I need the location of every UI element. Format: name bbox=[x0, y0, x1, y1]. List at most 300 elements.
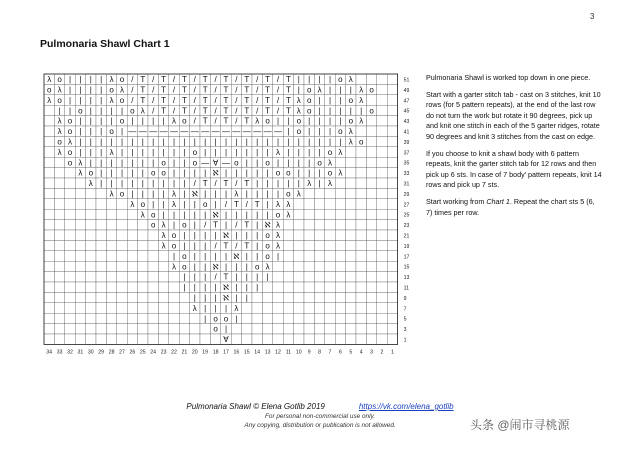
column-number: 5 bbox=[349, 349, 353, 356]
chart-cell bbox=[44, 324, 54, 334]
chart-cell bbox=[325, 334, 335, 344]
column-number: 16 bbox=[233, 349, 240, 356]
stitch-symbol: | bbox=[256, 210, 259, 220]
row-number: 31 bbox=[403, 181, 410, 188]
stitch-symbol: ℵ bbox=[223, 231, 229, 241]
chart-cell bbox=[335, 251, 345, 261]
stitch-symbol: — bbox=[138, 127, 147, 137]
stitch-symbol: o bbox=[306, 85, 312, 95]
chart-cell bbox=[325, 251, 335, 261]
stitch-symbol: | bbox=[172, 220, 176, 230]
chart-cell bbox=[283, 220, 293, 230]
stitch-symbol: o bbox=[171, 231, 177, 241]
chart-cell bbox=[138, 261, 148, 271]
chart-cell bbox=[335, 303, 345, 313]
stitch-symbol: / bbox=[214, 116, 217, 126]
stitch-symbol: | bbox=[141, 116, 144, 126]
stitch-symbol: | bbox=[110, 158, 113, 168]
stitch-symbol: | bbox=[162, 147, 165, 157]
stitch-symbol: | bbox=[204, 314, 207, 324]
stitch-symbol: | bbox=[110, 179, 113, 189]
stitch-symbol: / bbox=[131, 95, 134, 105]
chart-cell bbox=[377, 168, 387, 178]
chart-cell bbox=[387, 147, 397, 157]
chart-cell bbox=[366, 282, 376, 292]
stitch-symbol: T bbox=[265, 106, 271, 116]
chart-cell bbox=[356, 220, 366, 230]
stitch-symbol: λ bbox=[47, 75, 52, 85]
stitch-symbol: o bbox=[150, 210, 156, 220]
stitch-symbol: | bbox=[131, 158, 134, 168]
stitch-symbol: | bbox=[297, 158, 300, 168]
chart-cell bbox=[325, 292, 335, 302]
stitch-symbol: o bbox=[78, 106, 83, 116]
stitch-symbol: | bbox=[276, 116, 280, 126]
chart-cell bbox=[387, 313, 397, 323]
stitch-symbol: — bbox=[242, 127, 251, 137]
chart-cell bbox=[65, 272, 75, 282]
stitch-symbol: o bbox=[119, 189, 125, 199]
chart-cell bbox=[387, 324, 397, 334]
chart-cell bbox=[117, 230, 127, 240]
chart-cell bbox=[294, 313, 304, 323]
chart-cell bbox=[325, 209, 335, 219]
stitch-symbol: o bbox=[254, 262, 260, 272]
stitch-symbol: T bbox=[161, 75, 167, 85]
stitch-symbol: | bbox=[100, 147, 103, 157]
chart-cell bbox=[65, 220, 75, 230]
chart-cell bbox=[366, 157, 376, 167]
stitch-symbol: | bbox=[276, 158, 280, 168]
stitch-symbol: λ bbox=[328, 158, 332, 168]
chart-cell bbox=[387, 126, 397, 136]
chart-cell bbox=[377, 292, 387, 302]
stitch-symbol: / bbox=[245, 199, 248, 209]
instructions-paragraph-2: Start with a garter stitch tab - cast on 3 stitches, knit 10 rows (for 5 pattern repeats), at the end of the last row do not turn the work but rotate it 90 degrees, pick up and knit one stitch in each of the 5 garter ridges, rotate 90 degrees and knit 3 stitches from the cast on edge. bbox=[426, 89, 601, 141]
stitch-symbol: λ bbox=[286, 210, 291, 220]
chart-cell bbox=[65, 303, 75, 313]
stitch-symbol: — bbox=[222, 158, 230, 168]
stitch-symbol: / bbox=[276, 75, 280, 85]
chart-cell bbox=[86, 209, 96, 219]
chart-cell bbox=[54, 303, 64, 313]
stitch-symbol: o bbox=[130, 106, 135, 116]
chart-cell bbox=[106, 230, 116, 240]
stitch-symbol: | bbox=[100, 179, 103, 189]
stitch-symbol: | bbox=[183, 283, 186, 293]
chart-cell bbox=[44, 292, 54, 302]
chart-cell bbox=[86, 334, 96, 344]
chart-cell bbox=[377, 272, 387, 282]
stitch-symbol: λ bbox=[109, 95, 114, 105]
stitch-symbol: | bbox=[328, 106, 332, 116]
stitch-symbol: | bbox=[193, 241, 196, 251]
chart-cell bbox=[54, 240, 64, 250]
chart-cell bbox=[356, 334, 366, 344]
instructions-paragraph-4 bbox=[426, 197, 602, 218]
stitch-symbol: o bbox=[161, 158, 166, 168]
stitch-symbol: | bbox=[89, 75, 92, 85]
chart-cell bbox=[335, 178, 345, 188]
stitch-symbol: | bbox=[120, 106, 124, 116]
chart-cell bbox=[127, 251, 137, 261]
chart-cell bbox=[148, 324, 158, 334]
column-number: 31 bbox=[77, 349, 84, 356]
chart-cell bbox=[262, 334, 272, 344]
chart-cell bbox=[106, 282, 116, 292]
chart-cell bbox=[96, 272, 106, 282]
chart-cell bbox=[138, 240, 148, 250]
chart-cell bbox=[387, 240, 397, 250]
chart-cell bbox=[387, 74, 397, 84]
chart-cell bbox=[96, 209, 106, 219]
chart-cell bbox=[127, 334, 137, 344]
column-number: 10 bbox=[295, 349, 302, 356]
stitch-symbol: λ bbox=[161, 241, 166, 251]
stitch-symbol: | bbox=[214, 199, 217, 209]
chart-cell bbox=[377, 126, 387, 136]
footer-link[interactable]: https://vk.com/elena_gotlib bbox=[358, 402, 454, 411]
chart-cell bbox=[377, 178, 387, 188]
chart-cell bbox=[127, 240, 137, 250]
chart-cell bbox=[335, 282, 345, 292]
column-number: 1 bbox=[390, 349, 394, 356]
stitch-symbol: | bbox=[276, 137, 280, 147]
stitch-symbol: | bbox=[224, 262, 228, 272]
stitch-symbol: | bbox=[328, 95, 332, 105]
stitch-symbol: | bbox=[152, 116, 155, 126]
stitch-symbol: o bbox=[150, 168, 156, 178]
stitch-symbol: | bbox=[318, 106, 321, 116]
stitch-symbol: | bbox=[308, 127, 311, 137]
stitch-symbol: | bbox=[287, 116, 290, 126]
stitch-symbol: T bbox=[223, 75, 229, 85]
column-number: 6 bbox=[338, 349, 342, 356]
stitch-symbol: | bbox=[266, 147, 269, 157]
chart-cell bbox=[158, 334, 168, 344]
chart-cell bbox=[65, 188, 75, 198]
stitch-symbol: / bbox=[152, 85, 155, 95]
chart-cell bbox=[273, 272, 283, 282]
stitch-symbol: | bbox=[245, 158, 248, 168]
chart-cell bbox=[377, 95, 387, 105]
column-number: 25 bbox=[139, 349, 146, 356]
row-number: 21 bbox=[403, 233, 410, 240]
chart-cell bbox=[44, 168, 54, 178]
stitch-symbol: | bbox=[214, 283, 217, 293]
stitch-symbol: ℵ bbox=[212, 168, 219, 178]
chart-cell bbox=[158, 292, 168, 302]
chart-cell bbox=[127, 230, 137, 240]
stitch-symbol: T bbox=[285, 95, 291, 105]
stitch-symbol: | bbox=[224, 251, 228, 261]
footer-usage-note: For personal non-commercial use only. bbox=[265, 413, 375, 420]
chart-cell bbox=[54, 272, 64, 282]
chart-cell bbox=[325, 303, 335, 313]
chart-cell bbox=[387, 95, 397, 105]
stitch-symbol: λ bbox=[276, 241, 280, 251]
stitch-symbol: | bbox=[266, 272, 269, 282]
chart-cell bbox=[387, 116, 397, 126]
chart-cell bbox=[366, 230, 376, 240]
chart-cell bbox=[117, 313, 127, 323]
chart-cell bbox=[335, 188, 345, 198]
chart-cell bbox=[231, 324, 241, 334]
chart-cell bbox=[262, 292, 272, 302]
stitch-symbol: | bbox=[79, 75, 82, 85]
stitch-symbol: | bbox=[110, 168, 113, 178]
instructions-panel bbox=[426, 73, 602, 224]
chart-cell bbox=[273, 282, 283, 292]
chart-cell bbox=[314, 188, 324, 198]
stitch-symbol: | bbox=[120, 137, 124, 147]
stitch-symbol: | bbox=[152, 147, 155, 157]
instructions-paragraph-1: Pulmonaria Shawl is worked top down in one piece. bbox=[426, 73, 591, 82]
stitch-symbol: T bbox=[202, 179, 208, 189]
stitch-symbol: o bbox=[57, 137, 62, 147]
chart-cell bbox=[356, 230, 366, 240]
chart-cell bbox=[252, 334, 262, 344]
stitch-symbol: o bbox=[306, 95, 312, 105]
stitch-symbol: | bbox=[318, 75, 321, 85]
stitch-symbol: T bbox=[140, 75, 146, 85]
stitch-symbol: | bbox=[131, 137, 134, 147]
chart-cell bbox=[314, 324, 324, 334]
chart-cell bbox=[54, 324, 64, 334]
stitch-symbol: | bbox=[204, 293, 207, 303]
stitch-symbol: | bbox=[287, 158, 290, 168]
stitch-symbol: | bbox=[162, 189, 165, 199]
row-number: 49 bbox=[403, 87, 410, 94]
chart-cell bbox=[96, 334, 106, 344]
stitch-symbol: λ bbox=[307, 179, 312, 189]
chart-cell bbox=[75, 178, 85, 188]
chart-cell bbox=[304, 220, 314, 230]
stitch-symbol: | bbox=[297, 137, 300, 147]
chart-cell bbox=[44, 147, 54, 157]
stitch-symbol: | bbox=[120, 158, 124, 168]
stitch-symbol: | bbox=[214, 137, 217, 147]
chart-cell bbox=[138, 282, 148, 292]
instructions-paragraph-3: If you choose to knit a shawl body with 6 pattern repeats, knit the garter stitch tab for 12 rows and then pick up 6 sts. In case of 7 body' pattern repeats, knit 14 rows and pick up 7 sts. bbox=[426, 148, 602, 190]
row-number: 9 bbox=[403, 295, 407, 302]
row-number: 45 bbox=[403, 108, 410, 115]
stitch-symbol: / bbox=[172, 95, 176, 105]
stitch-symbol: λ bbox=[109, 189, 114, 199]
chart-cell bbox=[387, 157, 397, 167]
chart-cell bbox=[366, 126, 376, 136]
chart-cell bbox=[65, 199, 75, 209]
row-number: 29 bbox=[403, 191, 410, 198]
stitch-symbol: | bbox=[183, 231, 186, 241]
chart-cell bbox=[54, 168, 64, 178]
chart-cell bbox=[75, 230, 85, 240]
chart-cell bbox=[148, 303, 158, 313]
stitch-symbol: λ bbox=[348, 127, 353, 137]
chart-cell bbox=[346, 220, 356, 230]
stitch-symbol: ℵ bbox=[264, 220, 271, 230]
chart-cell bbox=[346, 157, 356, 167]
chart-cell bbox=[346, 178, 356, 188]
chart-cell bbox=[169, 272, 179, 282]
stitch-symbol: | bbox=[297, 179, 300, 189]
chart-cell bbox=[65, 230, 75, 240]
stitch-symbol: λ bbox=[47, 95, 52, 105]
row-number: 5 bbox=[403, 316, 407, 323]
stitch-symbol: λ bbox=[120, 85, 124, 95]
stitch-symbol: T bbox=[202, 75, 208, 85]
chart-cell bbox=[54, 220, 64, 230]
stitch-symbol: | bbox=[204, 189, 207, 199]
stitch-symbol: λ bbox=[172, 199, 176, 209]
stitch-symbol: | bbox=[318, 179, 321, 189]
chart-cell bbox=[366, 324, 376, 334]
stitch-symbol: T bbox=[244, 106, 250, 116]
stitch-symbol: T bbox=[244, 179, 250, 189]
chart-cell bbox=[75, 251, 85, 261]
chart-cell bbox=[242, 313, 252, 323]
stitch-symbol: | bbox=[183, 241, 186, 251]
chart-cell bbox=[335, 157, 345, 167]
chart-cell bbox=[75, 303, 85, 313]
row-number: 51 bbox=[403, 77, 410, 84]
chart-cell bbox=[75, 282, 85, 292]
stitch-symbol: | bbox=[152, 137, 155, 147]
chart-cell bbox=[65, 168, 75, 178]
chart-grid-svg bbox=[38, 70, 418, 360]
chart-cell bbox=[377, 324, 387, 334]
chart-cell bbox=[325, 324, 335, 334]
chart-cell bbox=[169, 282, 179, 292]
stitch-symbol: / bbox=[235, 179, 238, 189]
chart-cell bbox=[138, 334, 148, 344]
chart-cell bbox=[294, 251, 304, 261]
stitch-symbol: | bbox=[308, 168, 311, 178]
stitch-symbol: | bbox=[318, 127, 321, 137]
chart-cell bbox=[273, 334, 283, 344]
stitch-symbol: / bbox=[152, 75, 155, 85]
stitch-symbol: | bbox=[224, 220, 228, 230]
stitch-symbol: λ bbox=[255, 116, 260, 126]
stitch-symbol: o bbox=[67, 158, 73, 168]
chart-cell bbox=[117, 292, 127, 302]
chart-cell bbox=[387, 251, 397, 261]
stitch-symbol: | bbox=[245, 272, 248, 282]
stitch-symbol: | bbox=[172, 137, 176, 147]
chart-cell bbox=[210, 334, 220, 344]
stitch-symbol: o bbox=[182, 116, 187, 126]
stitch-symbol: ∀ bbox=[223, 335, 229, 345]
stitch-symbol: | bbox=[79, 127, 82, 137]
stitch-symbol: o bbox=[192, 158, 198, 168]
chart-cell bbox=[86, 303, 96, 313]
chart-cell bbox=[117, 303, 127, 313]
stitch-symbol: T bbox=[244, 116, 250, 126]
chart-cell bbox=[158, 324, 168, 334]
chart-cell bbox=[294, 292, 304, 302]
stitch-symbol: λ bbox=[359, 116, 364, 126]
chart-cell bbox=[86, 261, 96, 271]
stitch-symbol: T bbox=[244, 95, 250, 105]
stitch-symbol: T bbox=[244, 85, 250, 95]
chart-cell bbox=[44, 188, 54, 198]
chart-cell bbox=[346, 261, 356, 271]
stitch-symbol: o bbox=[67, 147, 73, 157]
chart-cell bbox=[377, 282, 387, 292]
chart-cell bbox=[325, 230, 335, 240]
stitch-symbol: T bbox=[223, 106, 229, 116]
instructions-p4-after: . Repeat the chart sts 5 (6, 7) times per row. bbox=[426, 196, 595, 217]
stitch-symbol: | bbox=[297, 75, 300, 85]
chart-cell bbox=[304, 199, 314, 209]
chart-cell bbox=[377, 84, 387, 94]
chart-cell bbox=[335, 209, 345, 219]
stitch-symbol: λ bbox=[109, 75, 114, 85]
stitch-symbol: | bbox=[204, 147, 207, 157]
stitch-symbol: T bbox=[265, 85, 271, 95]
chart-cell bbox=[127, 272, 137, 282]
chart-cell bbox=[346, 292, 356, 302]
stitch-symbol: | bbox=[308, 158, 311, 168]
stitch-symbol: | bbox=[204, 241, 207, 251]
chart-cell bbox=[54, 282, 64, 292]
chart-cell bbox=[387, 188, 397, 198]
chart-cell bbox=[106, 292, 116, 302]
stitch-symbol: T bbox=[202, 95, 208, 105]
stitch-symbol: | bbox=[276, 189, 280, 199]
chart-cell bbox=[273, 324, 283, 334]
chart-cell bbox=[117, 199, 127, 209]
stitch-symbol: λ bbox=[57, 85, 62, 95]
chart-cell bbox=[325, 261, 335, 271]
stitch-symbol: λ bbox=[234, 189, 239, 199]
chart-cell bbox=[138, 251, 148, 261]
chart-cell bbox=[335, 220, 345, 230]
chart-cell bbox=[54, 261, 64, 271]
chart-cell bbox=[44, 261, 54, 271]
chart-cell bbox=[169, 303, 179, 313]
stitch-symbol: | bbox=[297, 168, 300, 178]
chart-cell bbox=[148, 282, 158, 292]
chart-cell bbox=[200, 334, 210, 344]
stitch-symbol: o bbox=[182, 251, 187, 261]
chart-cell bbox=[127, 313, 137, 323]
column-number: 15 bbox=[243, 349, 250, 356]
stitch-symbol: o bbox=[140, 199, 146, 209]
chart-cell bbox=[273, 292, 283, 302]
stitch-symbol: / bbox=[214, 85, 217, 95]
row-number: 43 bbox=[403, 119, 410, 126]
chart-cell bbox=[65, 313, 75, 323]
chart-cell bbox=[148, 292, 158, 302]
stitch-symbol: — bbox=[128, 127, 137, 137]
chart-cell bbox=[158, 261, 168, 271]
column-number: 12 bbox=[275, 349, 281, 356]
chart-cell bbox=[346, 313, 356, 323]
chart-cell bbox=[65, 334, 75, 344]
chart-cell bbox=[65, 282, 75, 292]
chart-cell bbox=[294, 209, 304, 219]
chart-cell bbox=[138, 303, 148, 313]
stitch-symbol: λ bbox=[338, 147, 343, 157]
stitch-symbol: | bbox=[214, 303, 217, 313]
stitch-symbol: o bbox=[119, 116, 125, 126]
stitch-symbol: λ bbox=[359, 85, 364, 95]
stitch-symbol: | bbox=[318, 147, 321, 157]
chart-cell bbox=[283, 251, 293, 261]
stitch-symbol: | bbox=[183, 199, 186, 209]
stitch-symbol: λ bbox=[140, 210, 145, 220]
